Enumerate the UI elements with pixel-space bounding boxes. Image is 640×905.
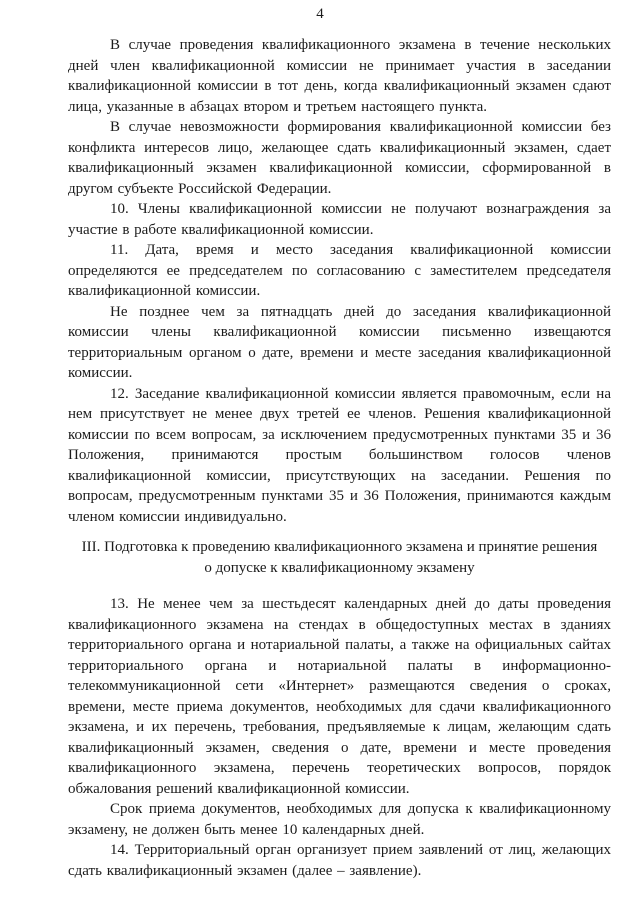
document-body [68, 35, 611, 881]
paragraph-case-multiple-days: В случае проведения квалификационного экзамена в течение нескольких дней член квалификационной комиссии не принимает участия в заседании квалификационной комиссии в тот день, когда квалификационный экзамен сдают лица, указанные в абзацах втором и третьем настоящего пункта. [68, 37, 611, 115]
paragraph-item-13: 13. Не менее чем за шестьдесят календарных дней до даты проведения квалификационного экзамена на стендах в общедоступных местах в зданиях территориального органа и нотариальной палаты, а также на официальных сайтах территориального органа и нотариальной палаты в информационно-телекоммуникационной сети «Интернет» размещаются сведения о сроках, времени, месте приема документов, необходимых для сдачи квалификационного экзамена, и их перечень, требования, предъявляемые к лицам, желающим сдать квалификационный экзамен, сведения о дате, времени и месте проведения квалификационного экзамена, перечень теоретических вопросов, порядок обжалования решений квалификационной комиссии. [68, 596, 611, 797]
paragraph-item-12: 12. Заседание квалификационной комиссии является правомочным, если на нем присутствует не менее двух третей ее членов. Решения квалификационной комиссии по всем вопросам, за исключением предусмотренных пунктами 35 и 36 Положения, принимаются простым большинством голосов членов квалификационной комиссии, присутствующих на заседании. Решения по вопросам, предусмотренным пунктами 35 и 36 Положения, принимаются каждым членом комиссии индивидуально. [68, 385, 611, 525]
paragraph-item-11: 11. Дата, время и место заседания квалификационной комиссии определяются ее председателем по согласованию с заместителем председателя квалификационной комиссии. [68, 242, 611, 299]
paragraph-document-acceptance-period: Срок приема документов, необходимых для допуска к квалификационному экзамену, не должен быть менее 10 календарных дней. [68, 801, 611, 838]
paragraph-conflict-of-interest: В случае невозможности формирования квалификационной комиссии без конфликта интересов лицо, желающее сдать квалификационный экзамен, сдает квалификационный экзамен квалификационной комиссии, сформированной в другом субъекте Российской Федерации. [68, 119, 611, 197]
paragraph-notification-15-days: Не позднее чем за пятнадцать дней до заседания квалификационной комиссии члены квалификационной комиссии письменно извещаются территориальным органом о дате, времени и месте заседания квалификационной комиссии. [68, 303, 611, 381]
section-heading-iii: III. Подготовка к проведению квалификационного экзамена и принятие решения о допуске к квалификационному экзамену [81, 539, 598, 576]
page-number: 4 [316, 6, 324, 22]
paragraph-item-14: 14. Территориальный орган организует прием заявлений от лиц, желающих сдать квалификационный экзамен (далее – заявление). [68, 842, 611, 879]
paragraph-item-10: 10. Члены квалификационной комиссии не получают вознаграждения за участие в работе квалификационной комиссии. [68, 201, 611, 238]
